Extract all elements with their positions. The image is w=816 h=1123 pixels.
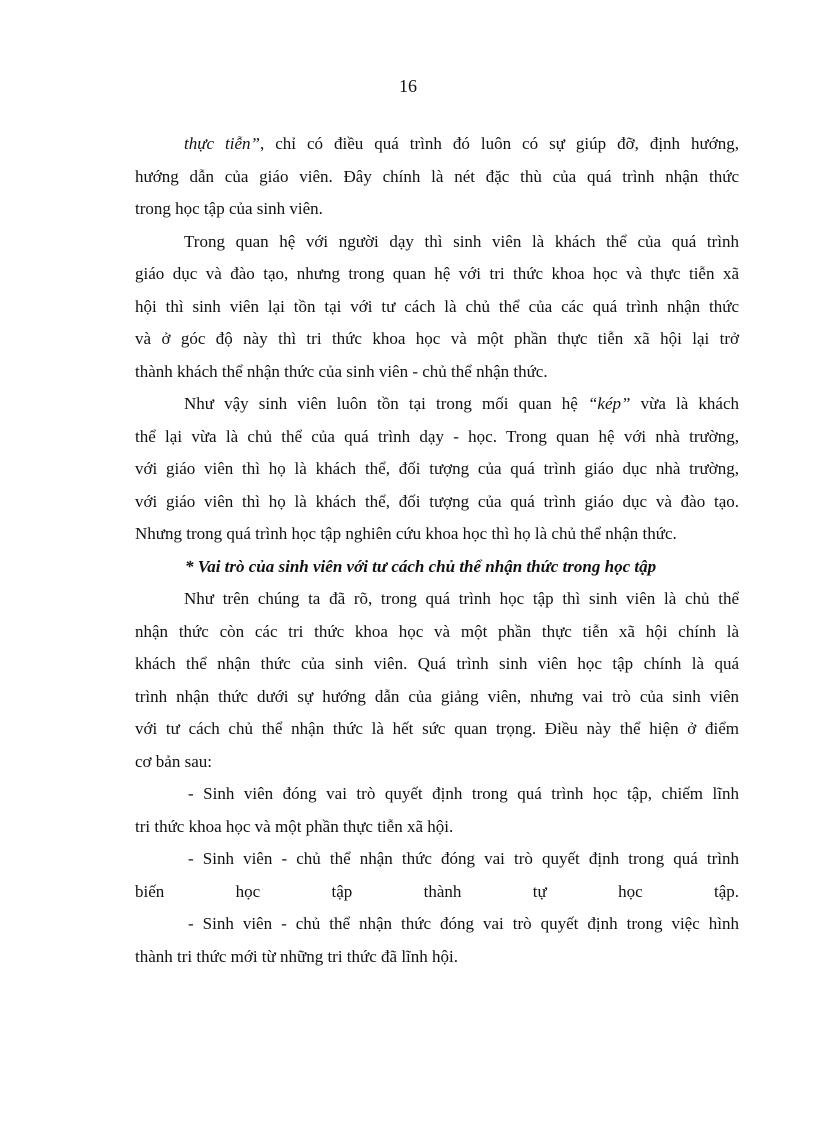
text-line: trong học tập của sinh viên. xyxy=(135,199,323,218)
text-line: tri thức khoa học và một phần thực tiễn xã hội. xyxy=(135,816,454,836)
text-line: với giáo viên thì họ là khách thể, đối tượng của quá trình giáo dục nhà trường, xyxy=(135,459,739,478)
text-line: khách thể nhận thức của sinh viên. Quá trình sinh viên học tập chính là quá xyxy=(135,654,739,673)
text-line: hội thì sinh viên lại tồn tại với tư cách là chủ thể của các quá trình nhận thức xyxy=(135,296,739,316)
text-line: trình nhận thức dưới sự hướng dẫn của giảng viên, nhưng vai trò của sinh viên xyxy=(135,686,739,706)
text-line: giáo dục và đào tạo, nhưng trong quan hệ với tri thức khoa học và thực tiễn xã xyxy=(135,264,739,283)
paragraph-1 xyxy=(135,128,739,226)
text-line: - Sinh viên đóng vai trò quyết định trong quá trình học tập, chiếm lĩnh xyxy=(188,784,739,803)
text-line: với tư cách chủ thể nhận thức là hết sức quan trọng. Điều này thể hiện ở điểm xyxy=(135,719,739,738)
text-line: thành tri thức mới từ những tri thức đã lĩnh hội. xyxy=(135,946,458,966)
text-line: Như trên chúng ta đã rõ, trong quá trình học tập thì sinh viên là chủ thể xyxy=(184,589,739,608)
text-span: vừa là khách xyxy=(630,394,739,413)
text-line: Trong quan hệ với người dạy thì sinh viên là khách thể của quá trình xyxy=(184,231,739,251)
text-line: biến học tập thành tự học tập. xyxy=(135,881,739,901)
text-line: với giáo viên thì họ là khách thể, đối tượng của quá trình giáo dục và đào tạo. xyxy=(135,491,739,511)
paragraph-4 xyxy=(135,583,739,778)
document-body xyxy=(135,128,739,973)
italic-term: “kép” xyxy=(587,394,631,413)
text-line: nhận thức còn các tri thức khoa học và một phần thực tiễn xã hội chính là xyxy=(135,621,739,641)
page-number: 16 xyxy=(399,76,417,96)
text-line: Nhưng trong quá trình học tập nghiên cứu khoa học thì họ là chủ thể nhận thức. xyxy=(135,524,677,543)
italic-quote: thực tiễn” xyxy=(184,134,260,153)
bullet-2 xyxy=(135,843,739,908)
text-line: thành khách thể nhận thức của sinh viên - chủ thể nhận thức. xyxy=(135,361,548,381)
bullet-1 xyxy=(135,778,739,843)
text-span: Như vậy sinh viên luôn tồn tại trong mối quan hệ xyxy=(184,394,588,413)
paragraph-3 xyxy=(135,388,739,551)
text-line: hướng dẫn của giáo viên. Đây chính là nét đặc thù của quá trình nhận thức xyxy=(135,166,739,186)
text-line xyxy=(135,388,739,421)
text-line: cơ bản sau: xyxy=(135,751,212,771)
text-line: và ở góc độ này thì tri thức khoa học và một phần thực tiễn xã hội lại trở xyxy=(135,329,739,348)
paragraph-2 xyxy=(135,226,739,389)
text-span: , chỉ có điều quá trình đó luôn có sự giúp đỡ, định hướng, xyxy=(259,134,739,153)
text-line: thể lại vừa là chủ thể của quá trình dạy - học. Trong quan hệ với nhà trường, xyxy=(135,426,739,446)
text-line: - Sinh viên - chủ thể nhận thức đóng vai trò quyết định trong việc hình xyxy=(188,914,739,933)
bullet-3 xyxy=(135,908,739,973)
section-heading: * Vai trò của sinh viên với tư cách chủ thể nhận thức trong học tập xyxy=(185,556,657,576)
text-line xyxy=(135,128,739,161)
text-line: - Sinh viên - chủ thể nhận thức đóng vai trò quyết định trong quá trình xyxy=(188,849,739,868)
